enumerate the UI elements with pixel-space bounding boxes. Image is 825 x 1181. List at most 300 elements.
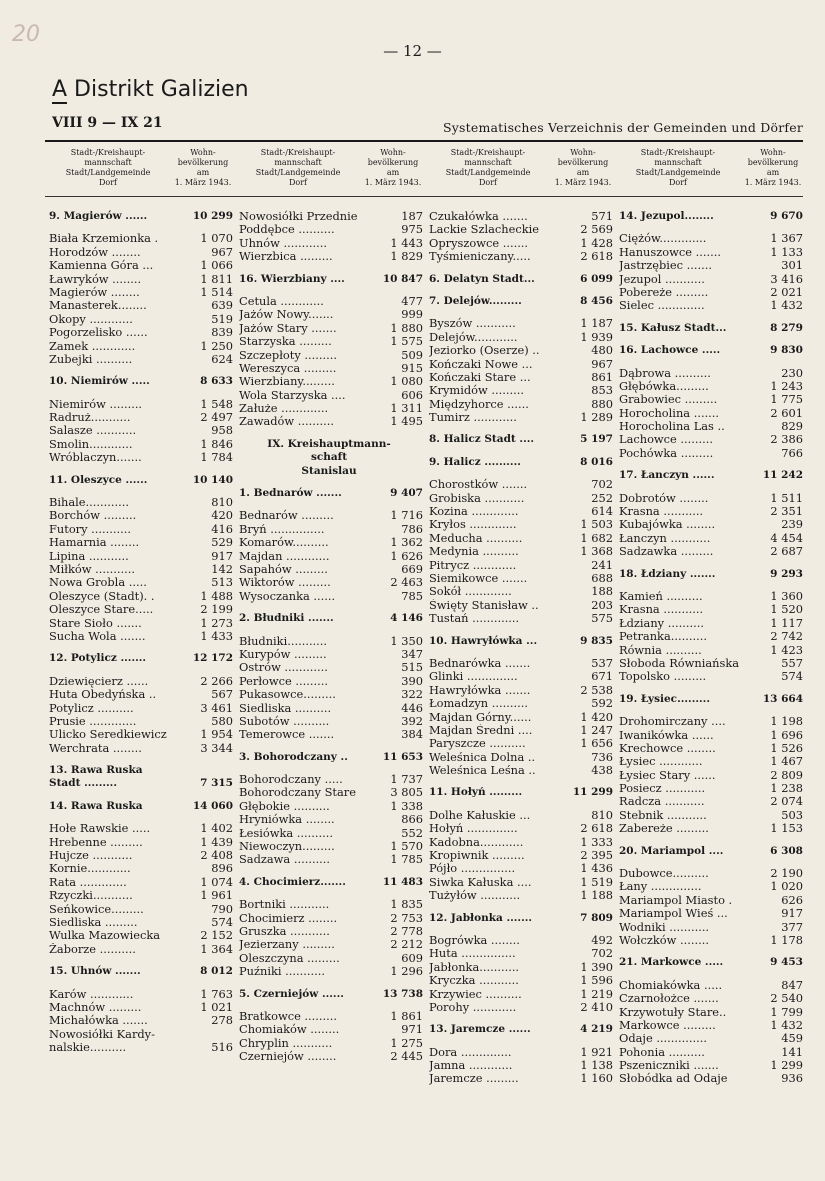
place-name: Łesiówka .......... <box>239 826 333 840</box>
population-value: 515 <box>401 660 423 675</box>
place-name: Radcza ........... <box>619 795 705 809</box>
place-name: Jażów Nowy....... <box>239 308 334 322</box>
district-row <box>425 786 613 799</box>
place-name: Weleśnica Dolna .. <box>429 750 536 764</box>
place-name: Sokół ............. <box>429 585 512 599</box>
table-row <box>615 769 803 782</box>
place-name: Niemirów ......... <box>49 397 143 411</box>
place-name: 19. Łysiec......... <box>619 692 710 705</box>
population-value: 785 <box>401 588 423 603</box>
header-population: Wohn- bevölkerung am 1. März 1943. <box>364 148 422 187</box>
table-row <box>425 505 613 518</box>
population-value: 9 670 <box>770 210 803 222</box>
place-name: Dora .............. <box>429 1045 512 1059</box>
population-value: 571 <box>591 209 613 223</box>
table-row <box>45 988 233 1001</box>
place-name: Bednarówka ....... <box>429 656 531 670</box>
place-name: Bratkowce ......... <box>239 1009 338 1023</box>
table-row <box>425 371 613 384</box>
population-value: 810 <box>591 807 613 822</box>
table-row <box>425 250 613 263</box>
population-value: 1 066 <box>200 258 233 273</box>
population-value: 390 <box>401 673 423 688</box>
population-value: 736 <box>591 749 613 764</box>
population-value: 1 188 <box>580 888 613 903</box>
table-row <box>425 724 613 737</box>
place-name: 1. Bednarów ....... <box>239 487 342 500</box>
row-spacer <box>615 559 803 568</box>
place-name: Hanuszowce ....... <box>619 245 721 259</box>
table-row <box>615 755 803 768</box>
place-name: 21. Markowce ..... <box>619 956 724 969</box>
population-value: 671 <box>591 669 613 684</box>
place-name: Tużyłów ........... <box>429 889 521 903</box>
population-value: 1 360 <box>770 588 803 603</box>
row-spacer <box>425 777 613 786</box>
row-spacer <box>45 366 233 375</box>
table-row <box>615 1019 803 1032</box>
table-row <box>615 380 803 393</box>
header-population: Wohn- bevölkerung am 1. März 1943. <box>554 148 612 187</box>
header-population: Wohn- bevölkerung am 1. März 1943. <box>174 148 232 187</box>
row-spacer <box>45 791 233 800</box>
place-name: nalskie.......... <box>49 1041 127 1055</box>
row-spacer <box>615 335 803 344</box>
place-name: Potylicz .......... <box>49 701 134 715</box>
population-value: 1 954 <box>200 727 233 742</box>
population-value: 1 219 <box>580 986 613 1001</box>
table-row <box>45 715 233 728</box>
population-value: 278 <box>211 1013 233 1028</box>
row-list <box>235 210 423 1063</box>
place-name: Puźniki ........... <box>239 965 325 979</box>
row-spacer <box>235 264 423 273</box>
population-value: 917 <box>781 906 803 921</box>
row-list <box>425 210 613 1086</box>
population-value: 1 153 <box>770 821 803 836</box>
place-name: Załuże ............. <box>239 402 329 416</box>
place-name: Manasterek........ <box>49 299 147 313</box>
population-value: 1 696 <box>770 727 803 742</box>
population-value: 509 <box>401 347 423 362</box>
place-name: Miłków ........... <box>49 562 135 576</box>
row-spacer <box>425 648 613 657</box>
population-value: 1 117 <box>770 615 803 630</box>
table-row <box>615 894 803 907</box>
population-value: 688 <box>591 570 613 585</box>
table-row <box>615 545 803 558</box>
place-name: Rata ............. <box>49 875 127 889</box>
population-value: 446 <box>401 700 423 715</box>
place-name: Jamna ............ <box>429 1059 513 1073</box>
population-value: 230 <box>781 365 803 380</box>
place-name: Wulka Mazowiecka <box>49 929 161 943</box>
place-name: Bihale............ <box>49 496 129 510</box>
population-value: 1 784 <box>200 450 233 465</box>
place-name: Wierzbica ......... <box>239 250 333 264</box>
population-value: 188 <box>591 584 613 599</box>
population-value: 4 219 <box>580 1023 613 1036</box>
row-spacer <box>235 867 423 876</box>
place-name: Zamek ............ <box>49 339 136 353</box>
population-value: 2 778 <box>390 923 423 938</box>
place-name: Huta Obedyńska .. <box>49 688 157 702</box>
table-row <box>235 715 423 728</box>
place-name: Medynia .......... <box>429 545 519 559</box>
place-name: Pobereże ......... <box>619 285 709 299</box>
population-value: 1 423 <box>770 642 803 657</box>
population-value: 11 653 <box>382 750 423 763</box>
table-row <box>235 773 423 786</box>
population-value: 9 835 <box>580 634 613 647</box>
population-value: 1 514 <box>200 284 233 299</box>
population-value: 2 395 <box>580 848 613 863</box>
population-value: 416 <box>211 521 233 536</box>
table-row <box>615 447 803 460</box>
district-row <box>45 800 233 813</box>
table-row <box>425 1046 613 1059</box>
population-value: 8 456 <box>580 294 613 307</box>
population-value: 529 <box>211 535 233 550</box>
table-row <box>425 822 613 835</box>
table-row <box>615 1046 803 1059</box>
row-spacer <box>425 447 613 456</box>
population-value: 2 618 <box>580 249 613 264</box>
table-row <box>235 349 423 362</box>
row-spacer <box>615 947 803 956</box>
place-name: Krasna ........... <box>619 603 704 617</box>
table-row <box>615 782 803 795</box>
table-row <box>425 585 613 598</box>
page-number: — 12 — <box>383 42 442 60</box>
population-value: 880 <box>591 396 613 411</box>
population-value: 10 299 <box>192 210 233 222</box>
population-value: 1 939 <box>580 329 613 344</box>
population-value: 1 289 <box>580 410 613 425</box>
place-name: Kryłos ............. <box>429 518 517 532</box>
place-name: Międzyhorce ...... <box>429 397 529 411</box>
place-name: Smolin............ <box>49 437 133 451</box>
table-row <box>615 822 803 835</box>
population-value: 8 279 <box>770 321 803 334</box>
table-row <box>45 916 233 929</box>
table-row <box>425 398 613 411</box>
table-row <box>45 398 233 411</box>
place-name: Łany .............. <box>619 880 702 894</box>
table-row <box>425 331 613 344</box>
population-value: 2 266 <box>200 673 233 688</box>
gemeinden-table <box>45 140 803 1086</box>
population-value: 2 809 <box>770 767 803 782</box>
population-value: 13 664 <box>762 692 803 705</box>
table-row <box>235 576 423 589</box>
place-name: Słobódka ad Odaje <box>619 1072 728 1086</box>
place-name: Uhnów ............ <box>239 236 327 250</box>
district-row <box>235 273 423 286</box>
place-name: Sucha Wola ....... <box>49 629 146 643</box>
place-name: Majdan ............ <box>239 549 330 563</box>
population-value: 377 <box>781 919 803 934</box>
place-name: 11. Oleszyce ...... <box>49 473 148 486</box>
population-value: 7 315 <box>200 777 233 790</box>
place-name: Wodniki ........... <box>619 920 710 934</box>
population-value: 8 016 <box>580 455 613 468</box>
place-name: Drohomirczany .... <box>619 715 726 729</box>
place-name: Głębówka......... <box>619 379 709 393</box>
table-row <box>45 822 233 835</box>
row-spacer <box>615 460 803 469</box>
place-name: Głębokie .......... <box>239 799 330 813</box>
place-name: Perłowce ......... <box>239 674 328 688</box>
population-value: 1 198 <box>770 714 803 729</box>
population-value: 1 275 <box>390 1035 423 1050</box>
place-name: IX. Kreishauptmann- <box>267 437 391 450</box>
section-heading <box>235 451 423 464</box>
table-row <box>235 1050 423 1063</box>
place-name: Weleśnica Leśna .. <box>429 764 536 778</box>
table-row <box>235 648 423 661</box>
place-name: Hołyń .............. <box>429 822 518 836</box>
population-value: 1 799 <box>770 1004 803 1019</box>
district-row <box>615 845 803 858</box>
table-row <box>425 478 613 491</box>
district-row <box>45 652 233 665</box>
table-row <box>425 711 613 724</box>
table-row <box>425 862 613 875</box>
place-name: Równia .......... <box>619 643 702 657</box>
population-value: 241 <box>591 557 613 572</box>
table-row <box>45 889 233 902</box>
table-row <box>235 362 423 375</box>
population-value: 2 386 <box>770 432 803 447</box>
table-row <box>235 590 423 603</box>
population-value: 2 190 <box>770 866 803 881</box>
row-spacer <box>235 429 423 438</box>
place-name: 18. Łdziany ....... <box>619 567 716 580</box>
header-place: Stadt-/Kreishaupt- mannschaft Stadt/Landgemeinde Dorf <box>255 148 341 187</box>
district-row <box>235 751 423 764</box>
table-row <box>425 559 613 572</box>
population-value: 2 074 <box>770 794 803 809</box>
place-name: Jabłonka........... <box>429 960 520 974</box>
population-value: 1 503 <box>580 517 613 532</box>
table-row <box>235 827 423 840</box>
population-value: 1 439 <box>200 834 233 849</box>
place-name: Gruszka ........... <box>239 924 330 938</box>
population-value: 1 835 <box>390 897 423 912</box>
district-row <box>235 876 423 889</box>
place-name: Poddębce .......... <box>239 223 335 237</box>
place-name: Machnów ......... <box>49 1000 142 1014</box>
table-row <box>45 702 233 715</box>
table-row <box>235 813 423 826</box>
population-value: 2 152 <box>200 928 233 943</box>
table-row <box>425 384 613 397</box>
place-name: Cetula ............ <box>239 294 324 308</box>
population-value: 1 846 <box>200 436 233 451</box>
table-row <box>235 223 423 236</box>
population-value: 10 847 <box>382 272 423 285</box>
table-row <box>425 1001 613 1014</box>
place-name: Siwka Kałuska .... <box>429 875 532 889</box>
place-name: Huta ............... <box>429 947 516 961</box>
table-row <box>45 1041 233 1054</box>
place-name: Opryszowce ....... <box>429 236 529 250</box>
population-value: 1 338 <box>390 798 423 813</box>
place-name: Majdan Średni .... <box>429 723 533 737</box>
population-value: 1 333 <box>580 834 613 849</box>
place-name: Karów ............ <box>49 987 134 1001</box>
header-place: Stadt-/Kreishaupt- mannschaft Stadt/Landgemeinde Dorf <box>65 148 151 187</box>
population-value: 301 <box>781 258 803 273</box>
population-value: 1 443 <box>390 235 423 250</box>
table-row <box>45 536 233 549</box>
section-heading <box>235 465 423 478</box>
place-name: Dziewięcierz ...... <box>49 674 149 688</box>
row-spacer <box>425 469 613 478</box>
header-population: Wohn- bevölkerung am 1. März 1943. <box>744 148 802 187</box>
table-row <box>235 702 423 715</box>
place-name: 14. Jezupol........ <box>619 210 714 222</box>
place-name: 5. Czerniejów ...... <box>239 987 344 1000</box>
table-row <box>425 889 613 902</box>
district-row <box>235 988 423 1001</box>
place-name: Sapahów ......... <box>239 562 328 576</box>
population-value: 1 436 <box>580 861 613 876</box>
population-value: 1 880 <box>390 320 423 335</box>
population-value: 999 <box>401 307 423 322</box>
table-row <box>45 675 233 688</box>
table-column <box>235 142 423 1064</box>
population-value: 13 738 <box>382 987 423 1000</box>
population-value: 575 <box>591 611 613 626</box>
place-name: Jażów Stary ....... <box>239 321 337 335</box>
table-row <box>45 438 233 451</box>
place-name: Magierów ........ <box>49 285 140 299</box>
population-value: 1 364 <box>200 941 233 956</box>
table-row <box>235 335 423 348</box>
place-name: Byszów ........... <box>429 317 516 331</box>
place-name: Lackie Szlacheckie <box>429 223 540 237</box>
place-name: 12. Jabłonka ....... <box>429 911 533 924</box>
population-value: 6 308 <box>770 844 803 857</box>
table-row <box>615 492 803 505</box>
table-row <box>615 1006 803 1019</box>
place-name: Wysoczanka ...... <box>239 589 336 603</box>
table-row <box>615 795 803 808</box>
row-spacer <box>425 424 613 433</box>
place-name: Wereszyca ......... <box>239 361 337 375</box>
table-row <box>615 729 803 742</box>
row-list <box>45 210 233 1054</box>
table-row <box>425 876 613 889</box>
table-row <box>425 849 613 862</box>
population-value: 1 187 <box>580 316 613 331</box>
place-name: Bogrówka ........ <box>429 933 520 947</box>
place-name: Chomiaków ........ <box>239 1023 340 1037</box>
population-value: 3 805 <box>390 785 423 800</box>
population-value: 2 410 <box>580 999 613 1014</box>
population-value: 1 811 <box>200 271 233 286</box>
population-value: 1 433 <box>200 628 233 643</box>
table-row <box>235 688 423 701</box>
place-name: schaft <box>310 451 348 464</box>
population-value: 574 <box>211 914 233 929</box>
table-row <box>425 988 613 1001</box>
table-row <box>235 898 423 911</box>
place-name: Stebnik ........... <box>619 808 707 822</box>
place-name: Pochówka ......... <box>619 446 714 460</box>
row-spacer <box>425 800 613 809</box>
population-value: 866 <box>401 812 423 827</box>
population-value: 1 519 <box>580 874 613 889</box>
place-name: Święty Stanisław .. <box>429 598 539 612</box>
place-name: Lipina ........... <box>49 549 129 563</box>
table-row <box>235 965 423 978</box>
table-row <box>45 1014 233 1027</box>
table-row <box>425 697 613 710</box>
table-row <box>235 295 423 308</box>
table-row <box>615 880 803 893</box>
district-row <box>615 568 803 581</box>
table-row <box>615 232 803 245</box>
population-value: 1 432 <box>770 1017 803 1032</box>
population-value: 239 <box>781 517 803 532</box>
population-value: 829 <box>781 419 803 434</box>
table-row <box>235 938 423 951</box>
place-name: Czerniejów ........ <box>239 1050 337 1064</box>
population-value: 480 <box>591 343 613 358</box>
table-row <box>45 299 233 312</box>
table-row <box>235 402 423 415</box>
table-row <box>45 742 233 755</box>
place-name: Jaremcze ......... <box>429 1072 519 1086</box>
population-value: 967 <box>211 244 233 259</box>
place-name: 10. Niemirów ..... <box>49 375 150 388</box>
place-name: Grabowiec ......... <box>619 393 718 407</box>
row-spacer <box>235 979 423 988</box>
population-value: 9 453 <box>770 956 803 969</box>
population-value: 2 351 <box>770 504 803 519</box>
district-row <box>615 344 803 357</box>
place-name: Oleszczyna ......... <box>239 951 340 965</box>
row-spacer <box>425 903 613 912</box>
table-row <box>615 934 803 947</box>
place-name: Hawryłówka ....... <box>429 683 531 697</box>
table-row <box>615 246 803 259</box>
population-value: 580 <box>211 713 233 728</box>
table-row <box>425 764 613 777</box>
place-name: Horocholina ....... <box>619 406 720 420</box>
place-name: 14. Rawa Ruska <box>49 799 143 812</box>
place-name: Słoboda Równiańska <box>619 656 740 670</box>
population-value: 1 362 <box>390 535 423 550</box>
place-name: Dobrotów ........ <box>619 491 709 505</box>
page-title <box>52 77 249 102</box>
place-name: Odaje .............. <box>619 1032 708 1046</box>
population-value: 537 <box>591 655 613 670</box>
population-value: 392 <box>401 713 423 728</box>
section-heading <box>235 438 423 451</box>
place-name: Hrebenne ......... <box>49 835 143 849</box>
population-value: 853 <box>591 383 613 398</box>
table-row <box>45 246 233 259</box>
place-name: Wola Starzyska .... <box>239 388 346 402</box>
population-value: 1 390 <box>580 959 613 974</box>
table-row <box>45 903 233 916</box>
place-name: Kropiwnik ......... <box>429 849 525 863</box>
population-value: 1 829 <box>390 249 423 264</box>
